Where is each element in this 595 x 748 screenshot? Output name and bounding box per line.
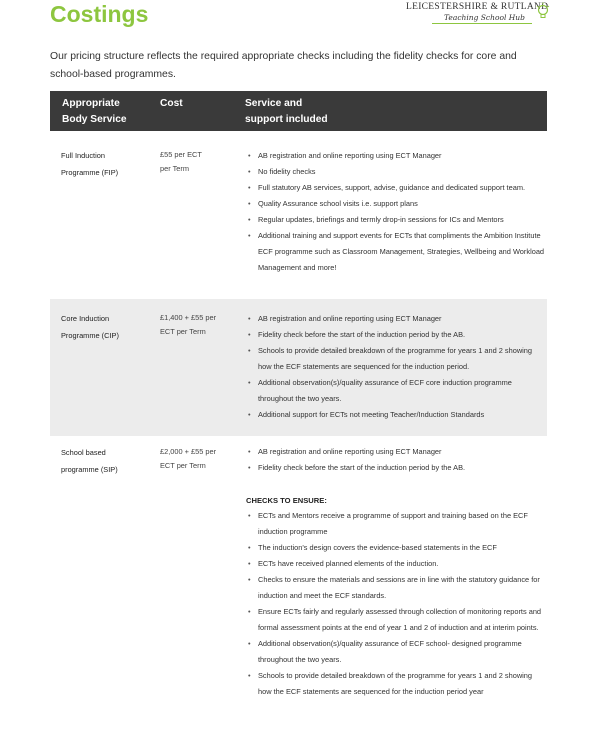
- list-item: • Regular updates, briefings and termly drop-in sessions for ICs and Mentors: [246, 212, 546, 228]
- list-item: • Checks to ensure the materials and sessions are in line with the statutory guidance for induction and meet the ECF standards.: [246, 572, 546, 604]
- table-row-fip: [50, 131, 547, 299]
- checks-list: [246, 508, 546, 700]
- row-label: [61, 147, 118, 181]
- row-cost-line1: £2,000 + £55 per: [160, 447, 217, 456]
- list-item: • Full statutory AB services, support, advise, guidance and dedicated support team.: [246, 180, 546, 196]
- header-service: [62, 96, 127, 128]
- row-cost-line2: per Term: [160, 163, 190, 173]
- list-item: • Additional observation(s)/quality assurance of ECF school- designed programme throughout the two years.: [246, 636, 546, 668]
- row-cost-line1: £1,400 + £55 per: [160, 313, 217, 322]
- row-label: [61, 310, 119, 344]
- row-label-line1: Full Induction: [61, 151, 105, 160]
- list-item: • Quality Assurance school visits i.e. support plans: [246, 196, 546, 212]
- header-cost: Cost: [160, 98, 183, 109]
- table-row-cip: [50, 299, 547, 436]
- header-service-line1: Appropriate: [62, 98, 120, 109]
- row-label-line1: School based: [61, 448, 106, 457]
- list-item: • Schools to provide detailed breakdown of the programme for years 1 and 2 showing how the ECF statements are sequenced for the induction period year: [246, 668, 546, 700]
- list-item: • Additional training and support events for ECTs that compliments the Ambition Institute ECF programme such as Classroom Management, Strategies, Wellbeing and Workload Management and more!: [246, 228, 546, 276]
- list-item: • ECTs and Mentors receive a programme of support and training based on the ECF induction programme: [246, 508, 546, 540]
- checks-heading: CHECKS TO ENSURE:: [246, 496, 327, 505]
- list-item: • The induction's design covers the evidence-based statements in the ECF: [246, 540, 546, 556]
- list-item: • Fidelity check before the start of the induction period by the AB.: [246, 327, 546, 343]
- row-label-line2: Programme (FIP): [61, 168, 119, 177]
- hub-logo: [402, 0, 552, 30]
- table-header: [50, 91, 547, 131]
- row-label-line2: Programme (CIP): [61, 331, 119, 340]
- row-cost: [160, 148, 235, 175]
- list-item: • Additional observation(s)/quality assurance of ECF core induction programme throughout the two years.: [246, 375, 546, 407]
- row-label-line1: Core Induction: [61, 314, 110, 323]
- included-list: [246, 444, 546, 476]
- list-item: • ECTs have received planned elements of the induction.: [246, 556, 546, 572]
- lightbulb-icon: [536, 2, 550, 22]
- row-cost-line2: ECT per Term: [160, 326, 206, 336]
- page-title: Costings: [50, 1, 149, 27]
- logo-text-secondary: Teaching School Hub: [444, 13, 525, 22]
- row-label-line2: programme (SIP): [61, 465, 118, 474]
- header-service-line2: Body Service: [62, 114, 127, 125]
- list-item: • Ensure ECTs fairly and regularly assessed through collection of monitoring reports and formal assessment points at the end of year 1 and 2 of induction and at interim points.: [246, 604, 546, 636]
- intro-paragraph: Our pricing structure reflects the required appropriate checks including the fidelity checks for core and school-based programmes.: [50, 51, 517, 80]
- header-included-line2: support included: [245, 114, 328, 125]
- header-included-line1: Service and: [245, 98, 303, 109]
- list-item: • AB registration and online reporting using ECT Manager: [246, 444, 546, 460]
- row-cost: [160, 311, 235, 338]
- list-item: • No fidelity checks: [246, 164, 546, 180]
- list-item: • AB registration and online reporting using ECT Manager: [246, 148, 546, 164]
- table-row-sip: [50, 436, 547, 748]
- row-cost-line2: ECT per Term: [160, 460, 206, 470]
- included-list: [246, 148, 546, 276]
- list-item: • Additional support for ECTs not meeting Teacher/Induction Standards: [246, 407, 546, 423]
- row-label: [61, 444, 118, 478]
- list-item: • AB registration and online reporting using ECT Manager: [246, 311, 546, 327]
- row-cost: [160, 445, 235, 472]
- logo-text-primary: LEICESTERSHIRE & RUTLAND: [406, 2, 549, 12]
- included-list: [246, 311, 546, 423]
- list-item: • Fidelity check before the start of the induction period by the AB.: [246, 460, 546, 476]
- logo-underline: [432, 23, 532, 24]
- header-included: [245, 96, 328, 128]
- row-cost-line1: £55 per ECT: [160, 150, 202, 159]
- list-item: • Schools to provide detailed breakdown of the programme for years 1 and 2 showing how the ECF statements are sequenced for the induction period.: [246, 343, 546, 375]
